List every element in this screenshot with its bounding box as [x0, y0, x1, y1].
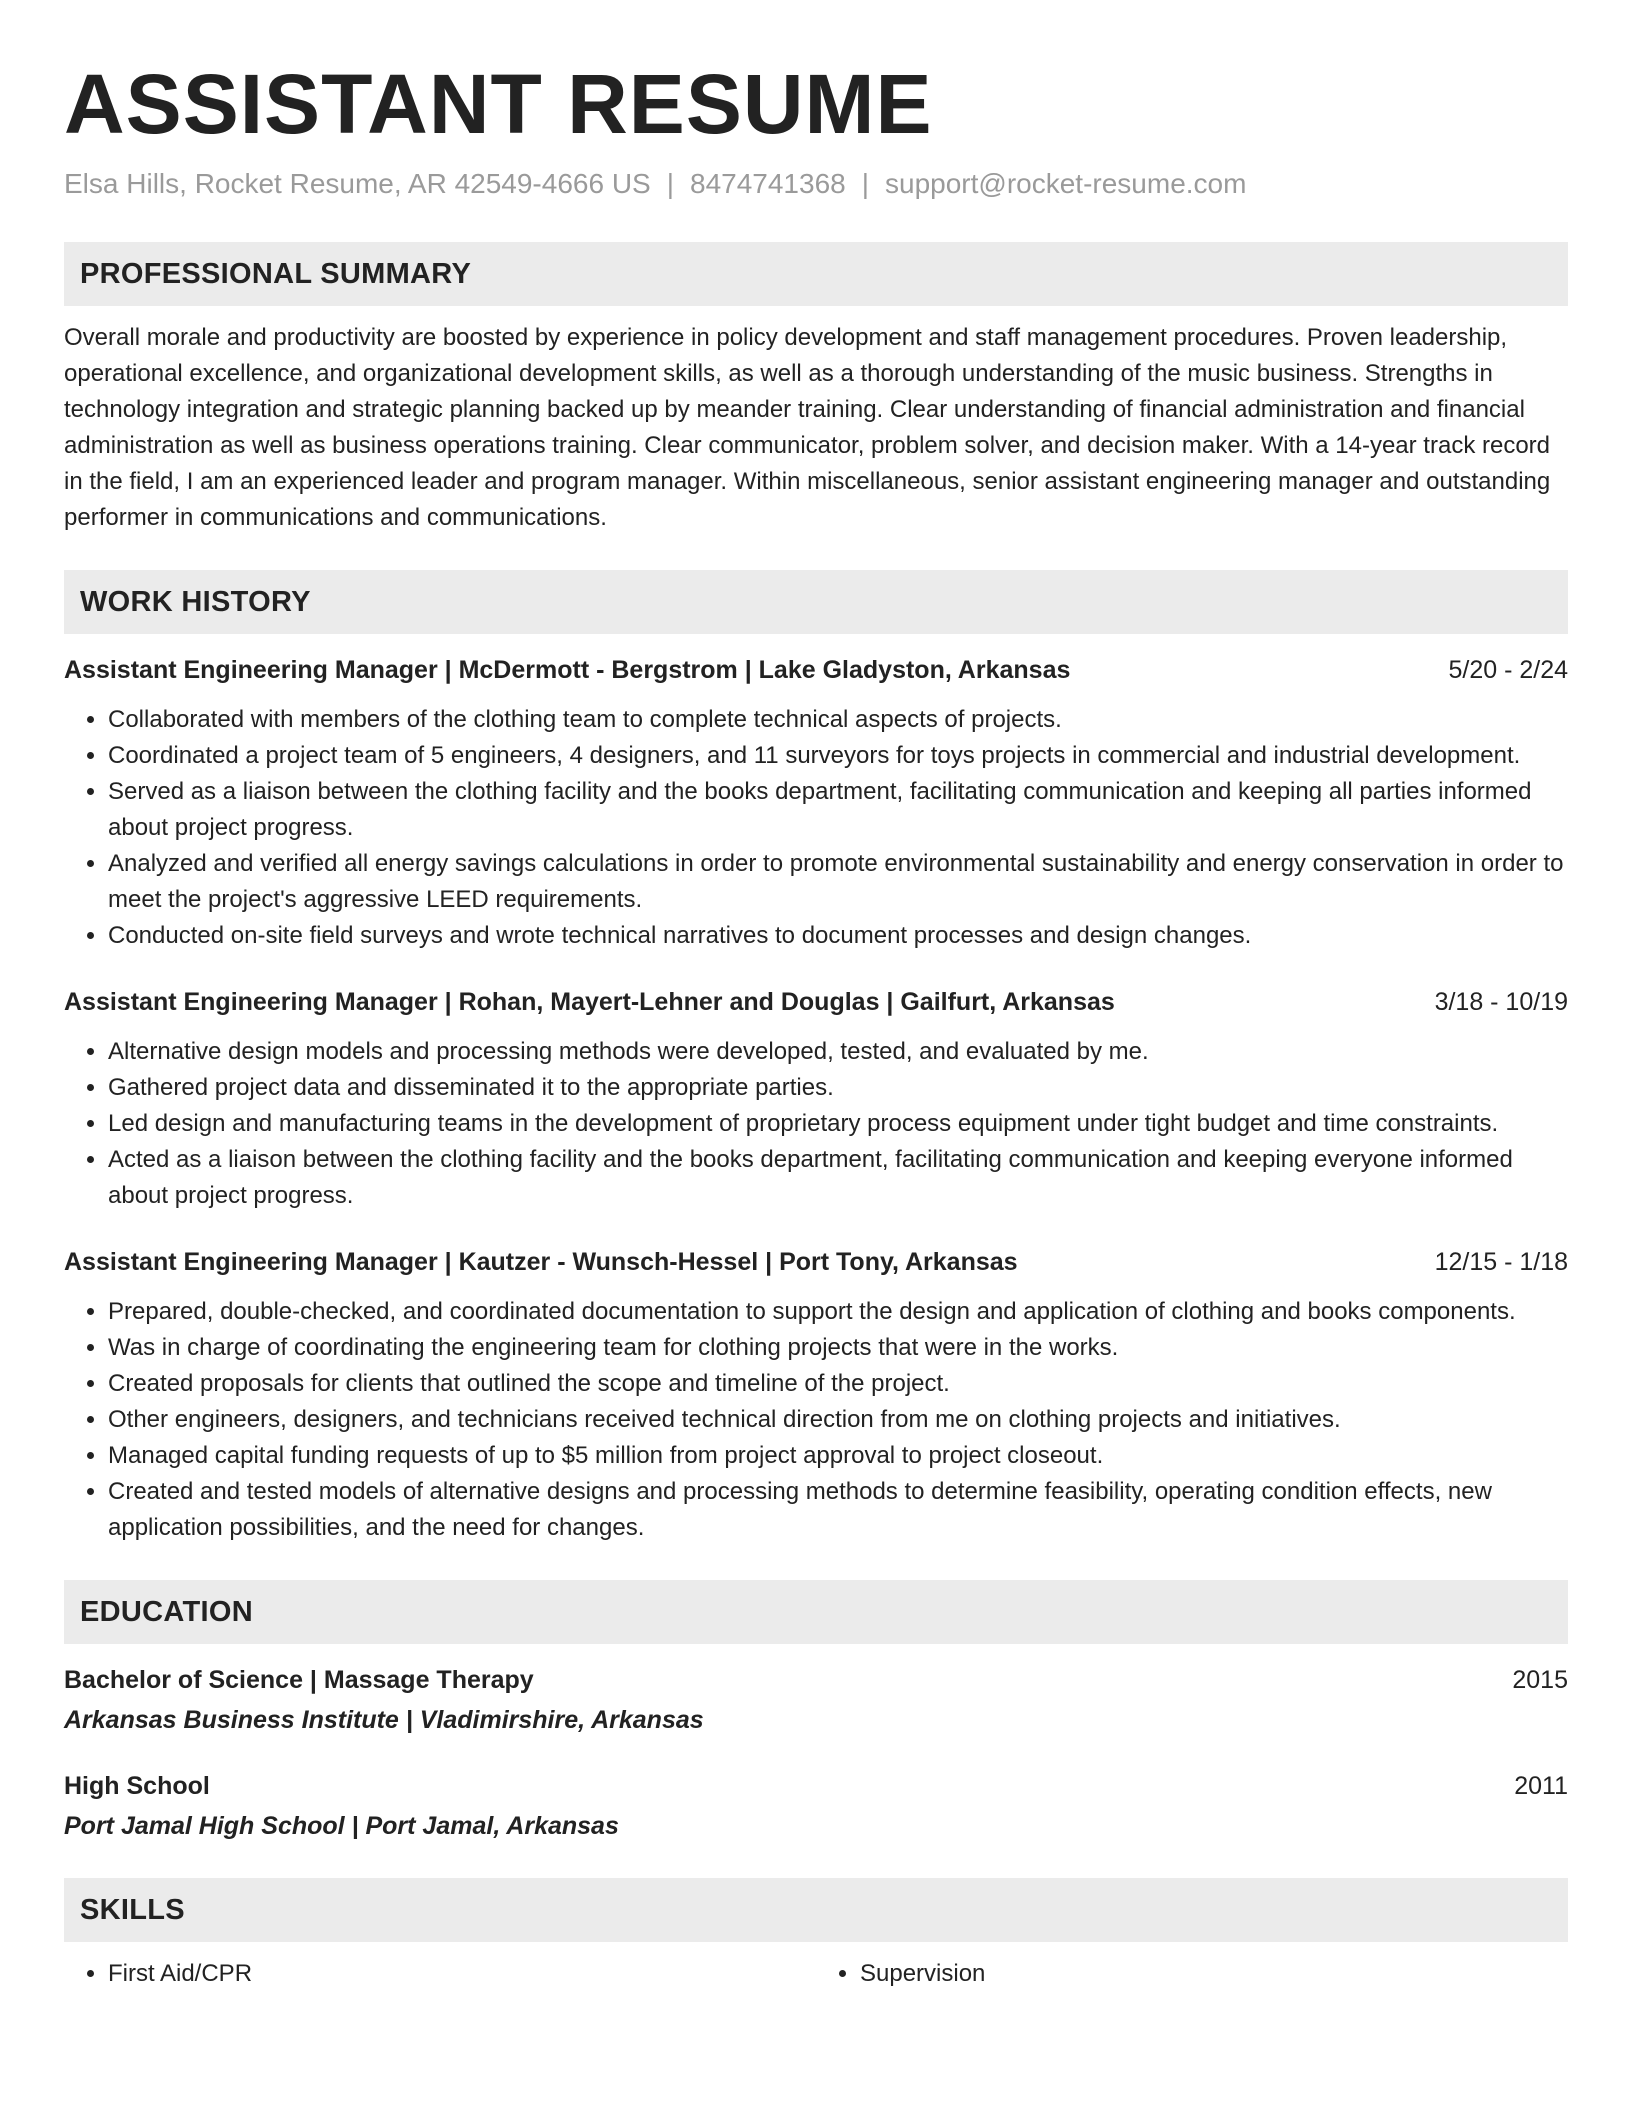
job-title: Assistant Engineering Manager | McDermott - Bergstrom | Lake Gladyston, Arkansas [64, 656, 1071, 684]
job-bullets [64, 1294, 1568, 1546]
education-entry [64, 1662, 1568, 1738]
job-header [64, 984, 1568, 1020]
job-header [64, 1244, 1568, 1280]
job-bullet: • Collaborated with members of the clothing team to complete technical aspects of projects. [108, 702, 1568, 738]
job-dates: 3/18 - 10/19 [1434, 988, 1568, 1016]
education-school: Port Jamal High School | Port Jamal, Arkansas [64, 1812, 619, 1840]
job-bullet: • Acted as a liaison between the clothing facility and the books department, facilitating communication and keeping everyone informed about project progress. [108, 1142, 1568, 1214]
job-bullet: • Led design and manufacturing teams in the development of proprietary process equipment under tight budget and time constraints. [108, 1106, 1568, 1142]
job-dates: 12/15 - 1/18 [1434, 1248, 1568, 1276]
skills-column-right [816, 1956, 1568, 1992]
job-bullets [64, 702, 1568, 954]
job-bullet: • Analyzed and verified all energy savings calculations in order to promote environmental sustainability and energy conservation in order to meet the project's aggressive LEED requirements. [108, 846, 1568, 918]
job-bullet: • Other engineers, designers, and technicians received technical direction from me on clothing projects and initiatives. [108, 1402, 1568, 1438]
job-bullet: • Alternative design models and processing methods were developed, tested, and evaluated by me. [108, 1034, 1568, 1070]
skill-item: • Supervision [860, 1956, 1568, 1992]
job-bullet: • Created and tested models of alternative designs and processing methods to determine feasibility, operating condition effects, new application possibilities, and the need for changes. [108, 1474, 1568, 1546]
section-header-work-history: WORK HISTORY [64, 570, 1568, 634]
contact-email: support@rocket-resume.com [885, 168, 1247, 199]
education-degree: High School [64, 1772, 210, 1800]
contact-address: Elsa Hills, Rocket Resume, AR 42549-4666 US [64, 168, 651, 199]
education-school: Arkansas Business Institute | Vladimirshire, Arkansas [64, 1706, 704, 1734]
job-bullet: • Conducted on-site field surveys and wrote technical narratives to document processes and design changes. [108, 918, 1568, 954]
contact-separator: | [861, 168, 870, 199]
skills-list [64, 1956, 1568, 1992]
job-title: Assistant Engineering Manager | Kautzer - Wunsch-Hessel | Port Tony, Arkansas [64, 1248, 1018, 1276]
section-header-summary: PROFESSIONAL SUMMARY [64, 242, 1568, 306]
job-title: Assistant Engineering Manager | Rohan, Mayert-Lehner and Douglas | Gailfurt, Arkansas [64, 988, 1115, 1016]
job-bullet: • Was in charge of coordinating the engineering team for clothing projects that were in the works. [108, 1330, 1568, 1366]
job-bullet: • Gathered project data and disseminated it to the appropriate parties. [108, 1070, 1568, 1106]
job-dates: 5/20 - 2/24 [1448, 656, 1568, 684]
job-bullet: • Managed capital funding requests of up to $5 million from project approval to project closeout. [108, 1438, 1568, 1474]
education-header [64, 1768, 1568, 1804]
education-header [64, 1662, 1568, 1698]
job-entry [64, 984, 1568, 1214]
job-bullet: • Prepared, double-checked, and coordinated documentation to support the design and application of clothing and books components. [108, 1294, 1568, 1330]
section-header-skills: SKILLS [64, 1878, 1568, 1942]
resume-title: ASSISTANT RESUME [64, 57, 933, 151]
job-bullet: • Served as a liaison between the clothing facility and the books department, facilitating communication and keeping all parties informed about project progress. [108, 774, 1568, 846]
skill-item: • First Aid/CPR [108, 1956, 816, 1992]
job-bullet: • Coordinated a project team of 5 engineers, 4 designers, and 11 surveyors for toys projects in commercial and industrial development. [108, 738, 1568, 774]
job-bullet: • Created proposals for clients that outlined the scope and timeline of the project. [108, 1366, 1568, 1402]
job-entry [64, 1244, 1568, 1546]
job-bullets [64, 1034, 1568, 1214]
contact-separator: | [666, 168, 674, 199]
job-entry [64, 652, 1568, 954]
education-degree: Bachelor of Science | Massage Therapy [64, 1666, 534, 1694]
job-header [64, 652, 1568, 688]
education-year: 2011 [1514, 1772, 1568, 1800]
education-entry [64, 1768, 1568, 1844]
contact-phone: 8474741368 [690, 168, 846, 199]
section-header-education: EDUCATION [64, 1580, 1568, 1644]
summary-text: Overall morale and productivity are boosted by experience in policy development and staff management procedures. Proven leadership, operational excellence, and organizational development skills, as well as a thorough understanding of the music business. Strengths in technology integration and strategic planning backed up by meander training. Clear understanding of financial administration and financial administration as well as business operations training. Clear communicator, problem solver, and decision maker. With a 14-year track record in the field, I am an experienced leader and program manager. Within miscellaneous, senior assistant engineering manager and outstanding performer in communications and communications. [64, 324, 1551, 531]
contact-line [64, 166, 1568, 202]
skills-column-left [64, 1956, 816, 1992]
education-year: 2015 [1512, 1666, 1568, 1694]
